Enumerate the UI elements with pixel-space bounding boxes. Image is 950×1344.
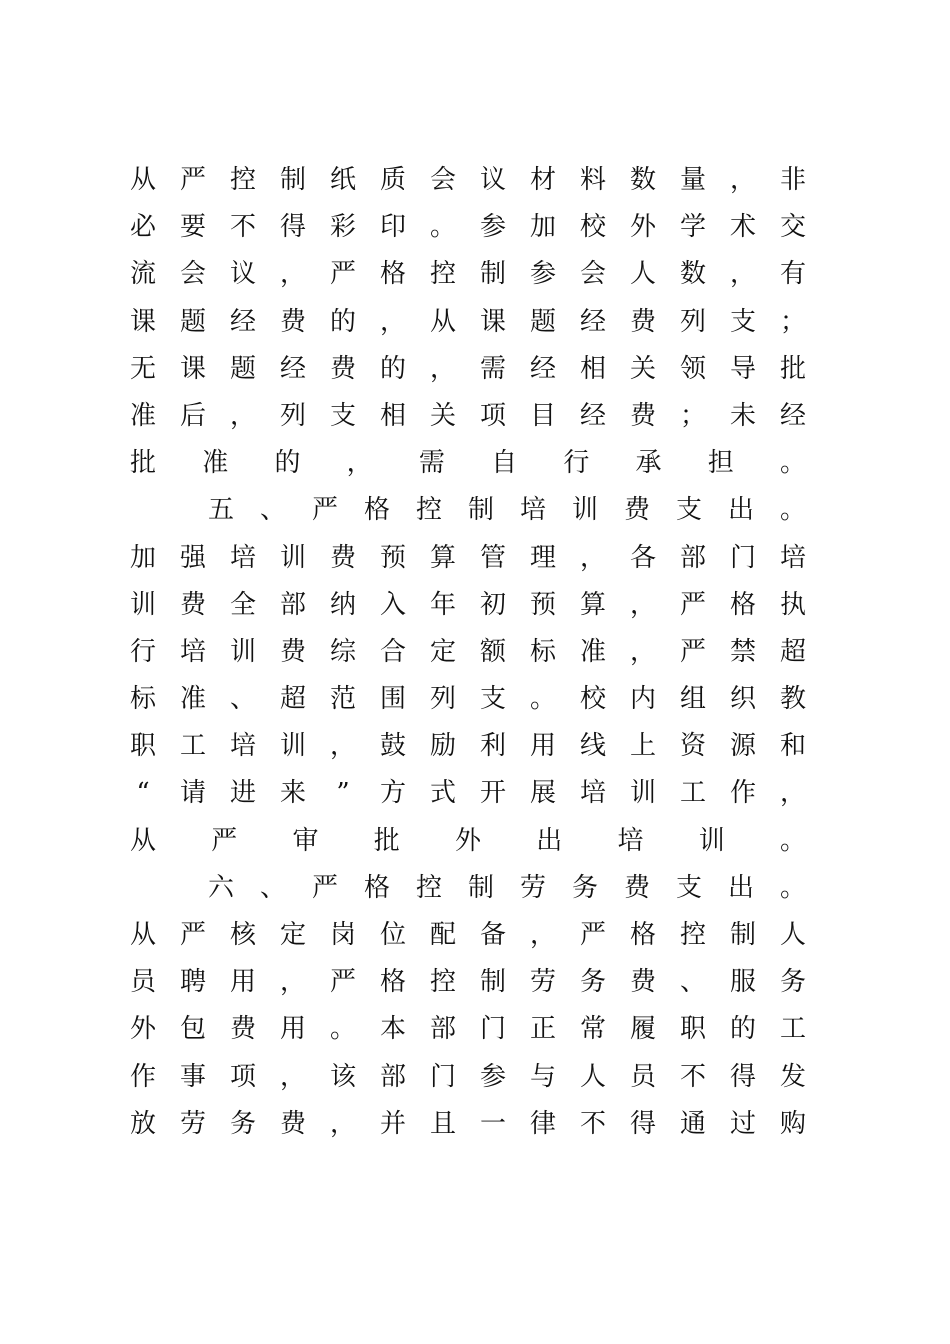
text-line: 行 培 训 费 综 合 定 额 标 准 ， 严 禁 超 [130,636,807,667]
text-line: 外 包 费 用 。 本 部 门 正 常 履 职 的 工 [130,1014,807,1045]
body-text [130,157,806,1148]
section-heading-line: 六 、 严 格 控 制 劳 务 费 支 出 。 [208,872,807,903]
text-line: 从 严 控 制 纸 质 会 议 材 料 数 量 ， 非 [130,165,807,195]
text-line: 作 事 项 ， 该 部 门 参 与 人 员 不 得 发 [130,1061,807,1092]
text-line: 从 严 审 批 外 出 培 训 。 [130,825,807,856]
text-line: 准 后 ， 列 支 相 关 项 目 经 费 ； 未 经 [130,400,807,431]
text-line: 流 会 议 ， 严 格 控 制 参 会 人 数 ， 有 [130,259,807,290]
text-line: 训 费 全 部 纳 入 年 初 预 算 ， 严 格 执 [130,589,807,620]
text-line: 标 准 、 超 范 围 列 支 。 校 内 组 织 教 [130,684,807,715]
text-line: 放 劳 务 费 ， 并 且 一 律 不 得 通 过 购 [130,1108,807,1139]
section-heading-line: 五 、 严 格 控 制 培 训 费 支 出 。 [208,495,807,526]
text-line: 批 准 的 ， 需 自 行 承 担 。 [130,448,806,479]
text-line: 员 聘 用 ， 严 格 控 制 劳 务 费 、 服 务 [130,967,807,998]
text-line: 无 课 题 经 费 的 ， 需 经 相 关 领 导 批 [130,353,807,384]
text-line: 课 题 经 费 的 ， 从 课 题 经 费 列 支 ； [130,306,807,337]
text-line: 必 要 不 得 彩 印 。 参 加 校 外 学 术 交 [130,212,807,243]
text-line: 从 严 核 定 岗 位 配 备 ， 严 格 控 制 人 [130,920,807,950]
text-line: 加 强 培 训 费 预 算 管 理 ， 各 部 门 培 [130,542,807,573]
text-line: 职 工 培 训 ， 鼓 励 利 用 线 上 资 源 和 [130,731,807,762]
text-line: “ 请 进 来 ” 方 式 开 展 培 训 工 作 ， [136,778,807,809]
